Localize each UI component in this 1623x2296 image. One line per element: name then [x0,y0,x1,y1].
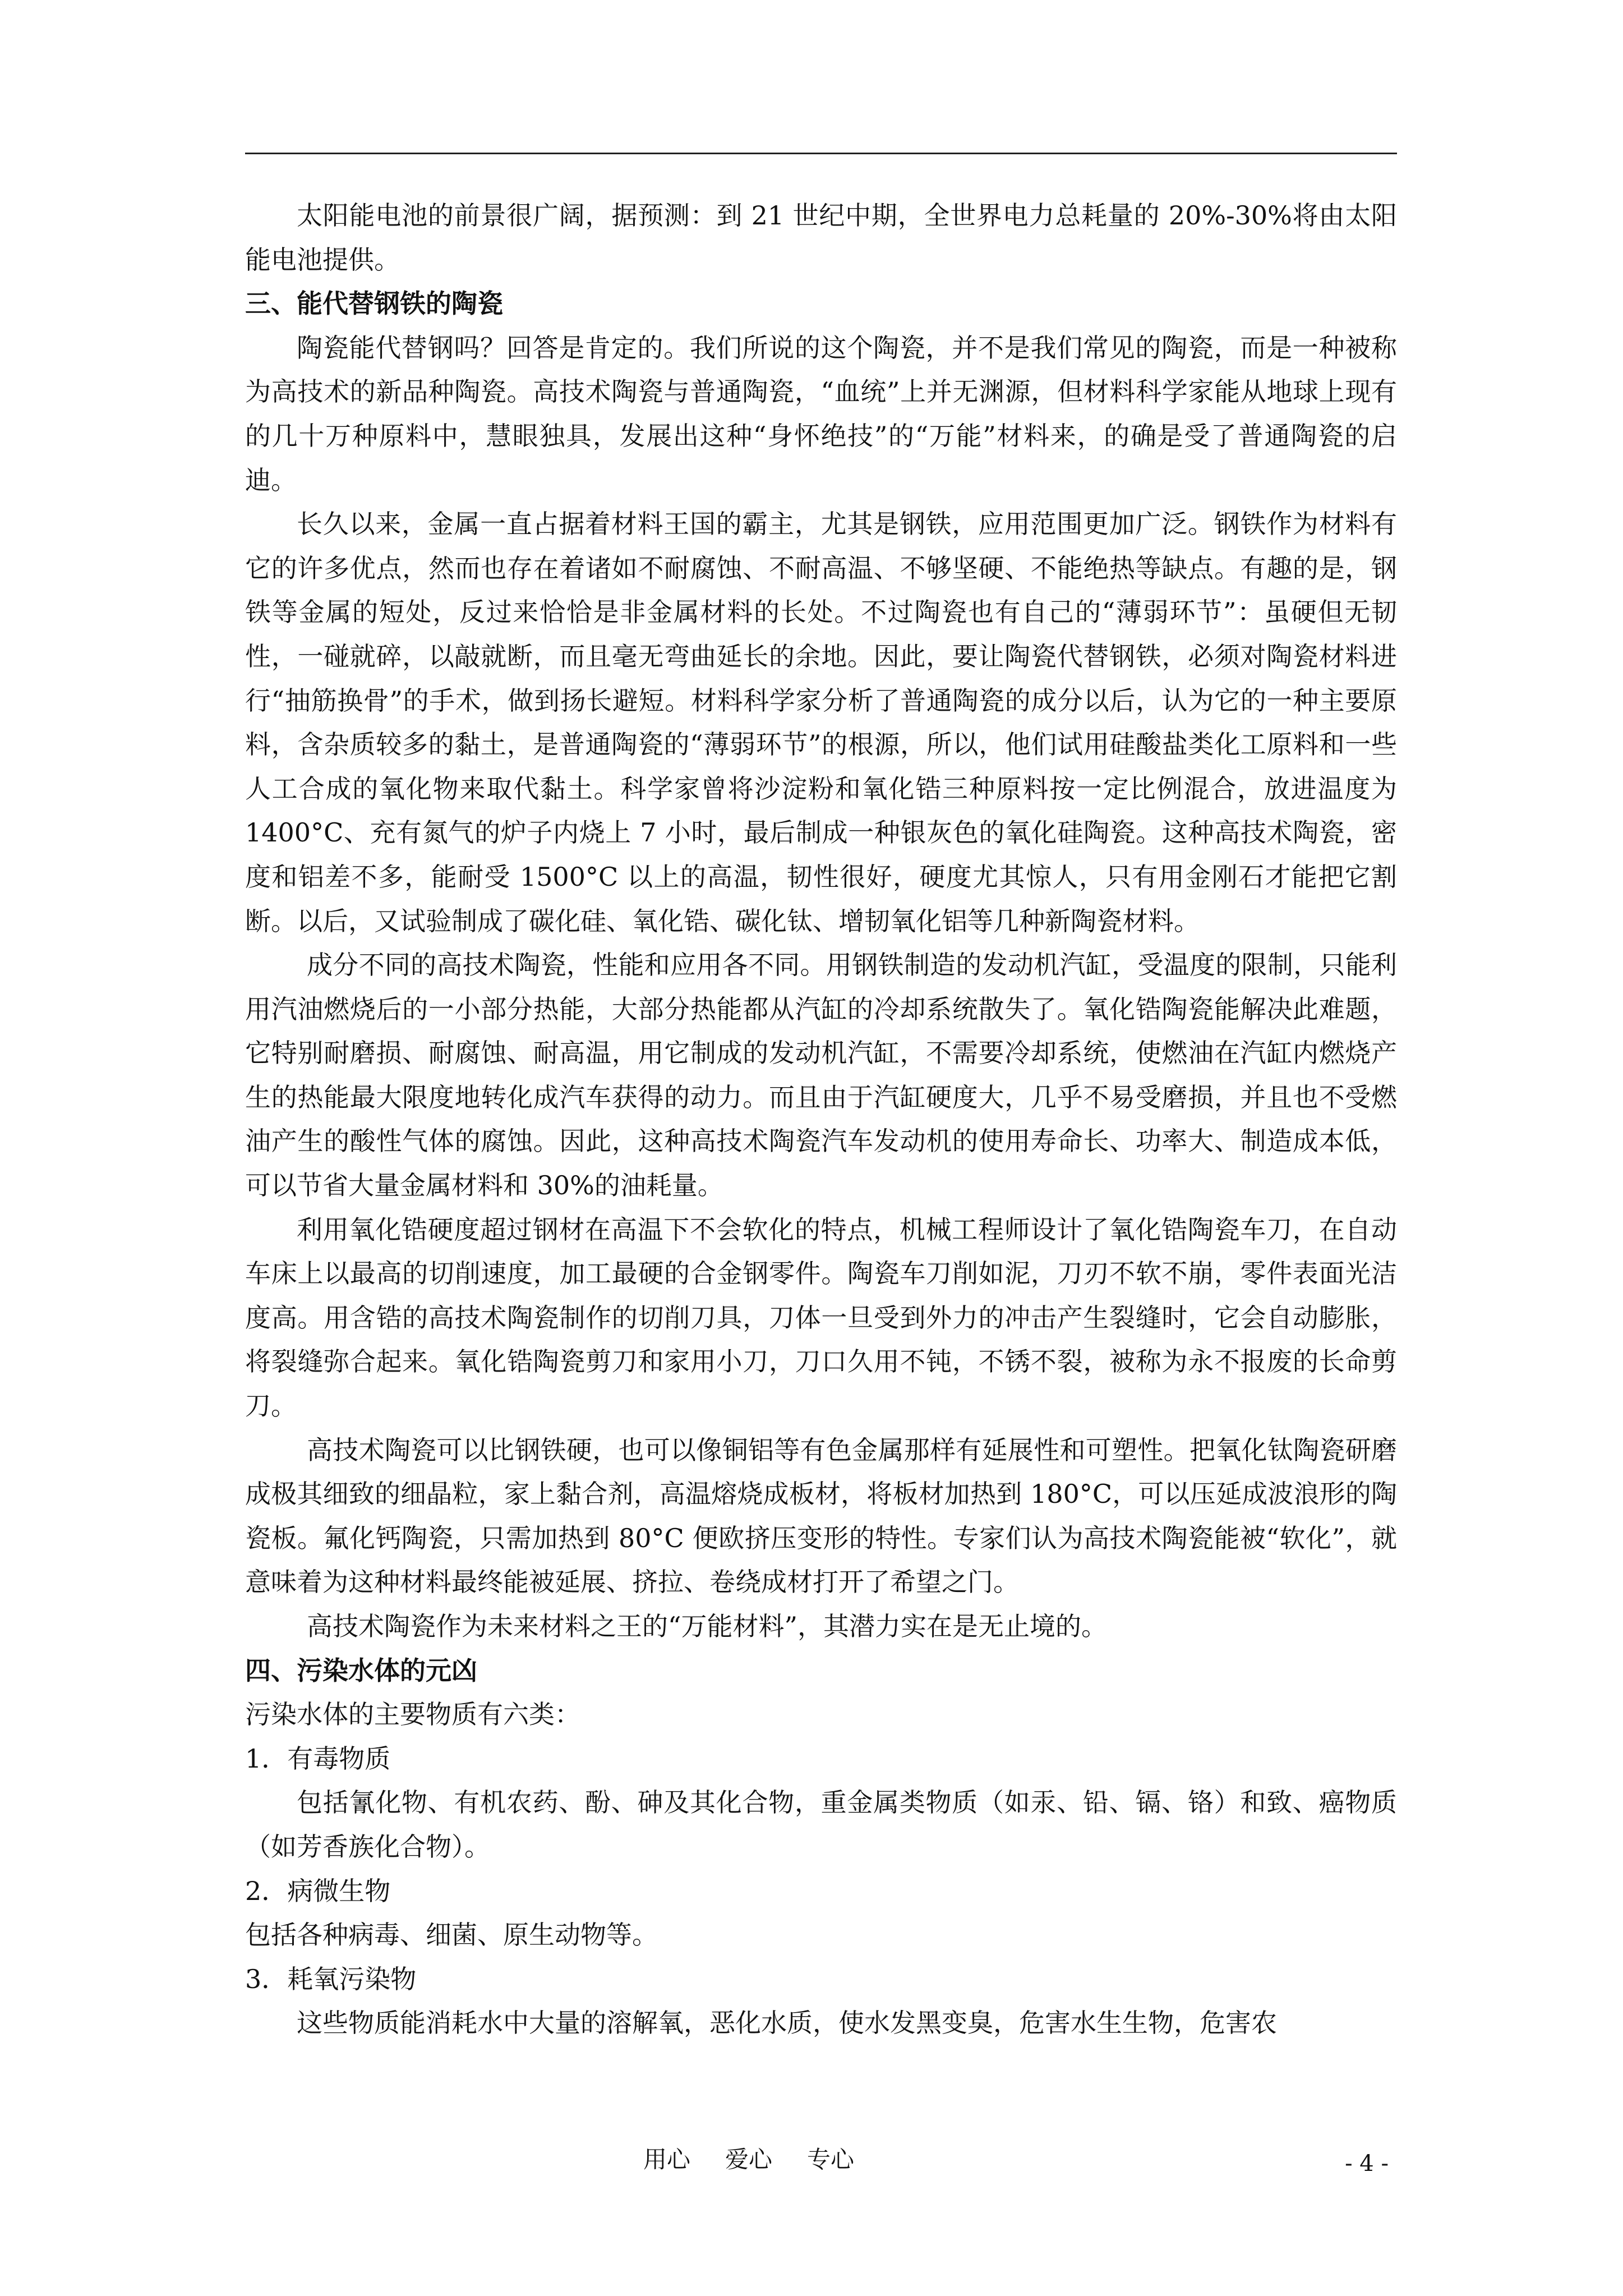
footer-motto-item: 用心 [643,2146,691,2173]
paragraph-engine-cylinder: 成分不同的高技术陶瓷，性能和应用各不同。用钢铁制造的发动机汽缸，受温度的限制，只能利用汽油燃烧后的一小部分热能，大部分热能都从汽缸的冷却系统散失了。氧化锆陶瓷能解决此难题，它特别耐磨损、耐腐蚀、耐高温，用它制成的发动机汽缸，不需要冷却系统，使燃油在汽缸内燃烧产生的热能最大限度地转化成汽车获得的动力。而且由于汽缸硬度大，几乎不易受磨损，并且也不受燃油产生的酸性气体的腐蚀。因此，这种高技术陶瓷汽车发动机的使用寿命长、功率大、制造成本低，可以节省大量金属材料和 30%的油耗量。 [245,950,1397,1201]
paragraph-ceramics-intro: 陶瓷能代替钢吗？回答是肯定的。我们所说的这个陶瓷，并不是我们常见的陶瓷，而是一种被称为高技术的新品种陶瓷。高技术陶瓷与普通陶瓷，“血统”上并无渊源，但材料科学家能从地球上现有的几十万种原料中，慧眼独具，发展出这种“身怀绝技”的“万能”材料来，的确是受了普通陶瓷的启迪。 [245,332,1397,495]
list-item-pathogens: 2．病微生物 [245,1875,391,1906]
section-heading-ceramics: 三、能代替钢铁的陶瓷 [245,288,503,319]
paragraph-cutting-tools: 利用氧化锆硬度超过钢材在高温下不会软化的特点，机械工程师设计了氧化锆陶瓷车刀，在自动车床上以最高的切削速度，加工最硬的合金钢零件。陶瓷车刀削如泥，刀刃不软不崩，零件表面光洁度高。用含锆的高技术陶瓷制作的切削刀具，刀体一旦受到外力的冲击产生裂缝时，它会自动膨胀，将裂缝弥合起来。氧化锆陶瓷剪刀和家用小刀，刀口久用不钝，不锈不裂，被称为永不报废的长命剪刀。 [245,1214,1397,1421]
document-body [245,194,1397,2045]
paragraph-oxygen-consuming: 这些物质能消耗水中大量的溶解氧，恶化水质，使水发黑变臭，危害水生生物，危害农 [297,2008,1277,2039]
footer-motto-item: 专心 [807,2146,855,2173]
footer-motto-item: 爱心 [725,2146,773,2173]
footer-motto [643,2143,980,2177]
paragraph-metal-vs-ceramics: 长久以来，金属一直占据着材料王国的霸主，尤其是钢铁，应用范围更加广泛。钢铁作为材料有它的许多优点，然而也存在着诸如不耐腐蚀、不耐高温、不够坚硬、不能绝热等缺点。有趣的是，钢铁等金属的短处，反过来恰恰是非金属材料的长处。不过陶瓷也有自己的“薄弱环节”：虽硬但无韧性，一碰就碎，以敲就断，而且毫无弯曲延长的余地。因此，要让陶瓷代替钢铁，必须对陶瓷材料进行“抽筋换骨”的手术，做到扬长避短。材料科学家分析了普通陶瓷的成分以后，认为它的一种主要原料，含杂质较多的黏土，是普通陶瓷的“薄弱环节”的根源，所以，他们试用硅酸盐类化工原料和一些人工合成的氧化物来取代黏土。科学家曾将沙淀粉和氧化锆三种原料按一定比例混合，放进温度为 1400°C、充有氮气的炉子内烧上 7 小时，最后制成一种银灰色的氧化硅陶瓷。这种高技术陶瓷，密度和铝差不多，能耐受 1500°C 以上的高温，韧性很好，硬度尤其惊人，只有用金刚石才能把它割断。以后，又试验制成了碳化硅、氧化锆、碳化钛、增韧氧化铝等几种新陶瓷材料。 [245,509,1397,936]
paragraph-solar-outlook: 太阳能电池的前景很广阔，据预测：到 21 世纪中期，全世界电力总耗量的 20%-30%将由太阳能电池提供。 [245,200,1397,275]
paragraph-ceramics-potential: 高技术陶瓷作为未来材料之王的“万能材料”，其潜力实在是无止境的。 [307,1611,1108,1641]
paragraph-ductile-ceramics: 高技术陶瓷可以比钢铁硬，也可以像铜铝等有色金属那样有延展性和可塑性。把氧化钛陶瓷研磨成极其细致的细晶粒，家上黏合剂，高温熔烧成板材，将板材加热到 180°C，可以压延成波浪形的陶瓷板。氟化钙陶瓷，只需加热到 80°C 便欧挤压变形的特性。专家们认为高技术陶瓷能被“软化”，就意味着为这种材料最终能被延展、挤拉、卷绕成材打开了希望之门。 [245,1434,1397,1598]
list-item-oxygen-consuming: 3．耗氧污染物 [245,1963,417,1994]
section-heading-water-pollution: 四、污染水体的元凶 [245,1655,477,1686]
paragraph-pathogens: 包括各种病毒、细菌、原生动物等。 [245,1920,658,1950]
paragraph-toxic-substances: 包括氰化物、有机农药、酚、砷及其化合物，重金属类物质（如汞、铅、镉、铬）和致、癌物质（如芳香族化合物）。 [245,1787,1397,1862]
header-rule [245,153,1397,154]
paragraph-pollutant-categories: 污染水体的主要物质有六类： [245,1699,580,1730]
page-number: - 4 - [1345,2151,1389,2177]
list-item-toxic-substances: 1．有毒物质 [245,1743,391,1774]
